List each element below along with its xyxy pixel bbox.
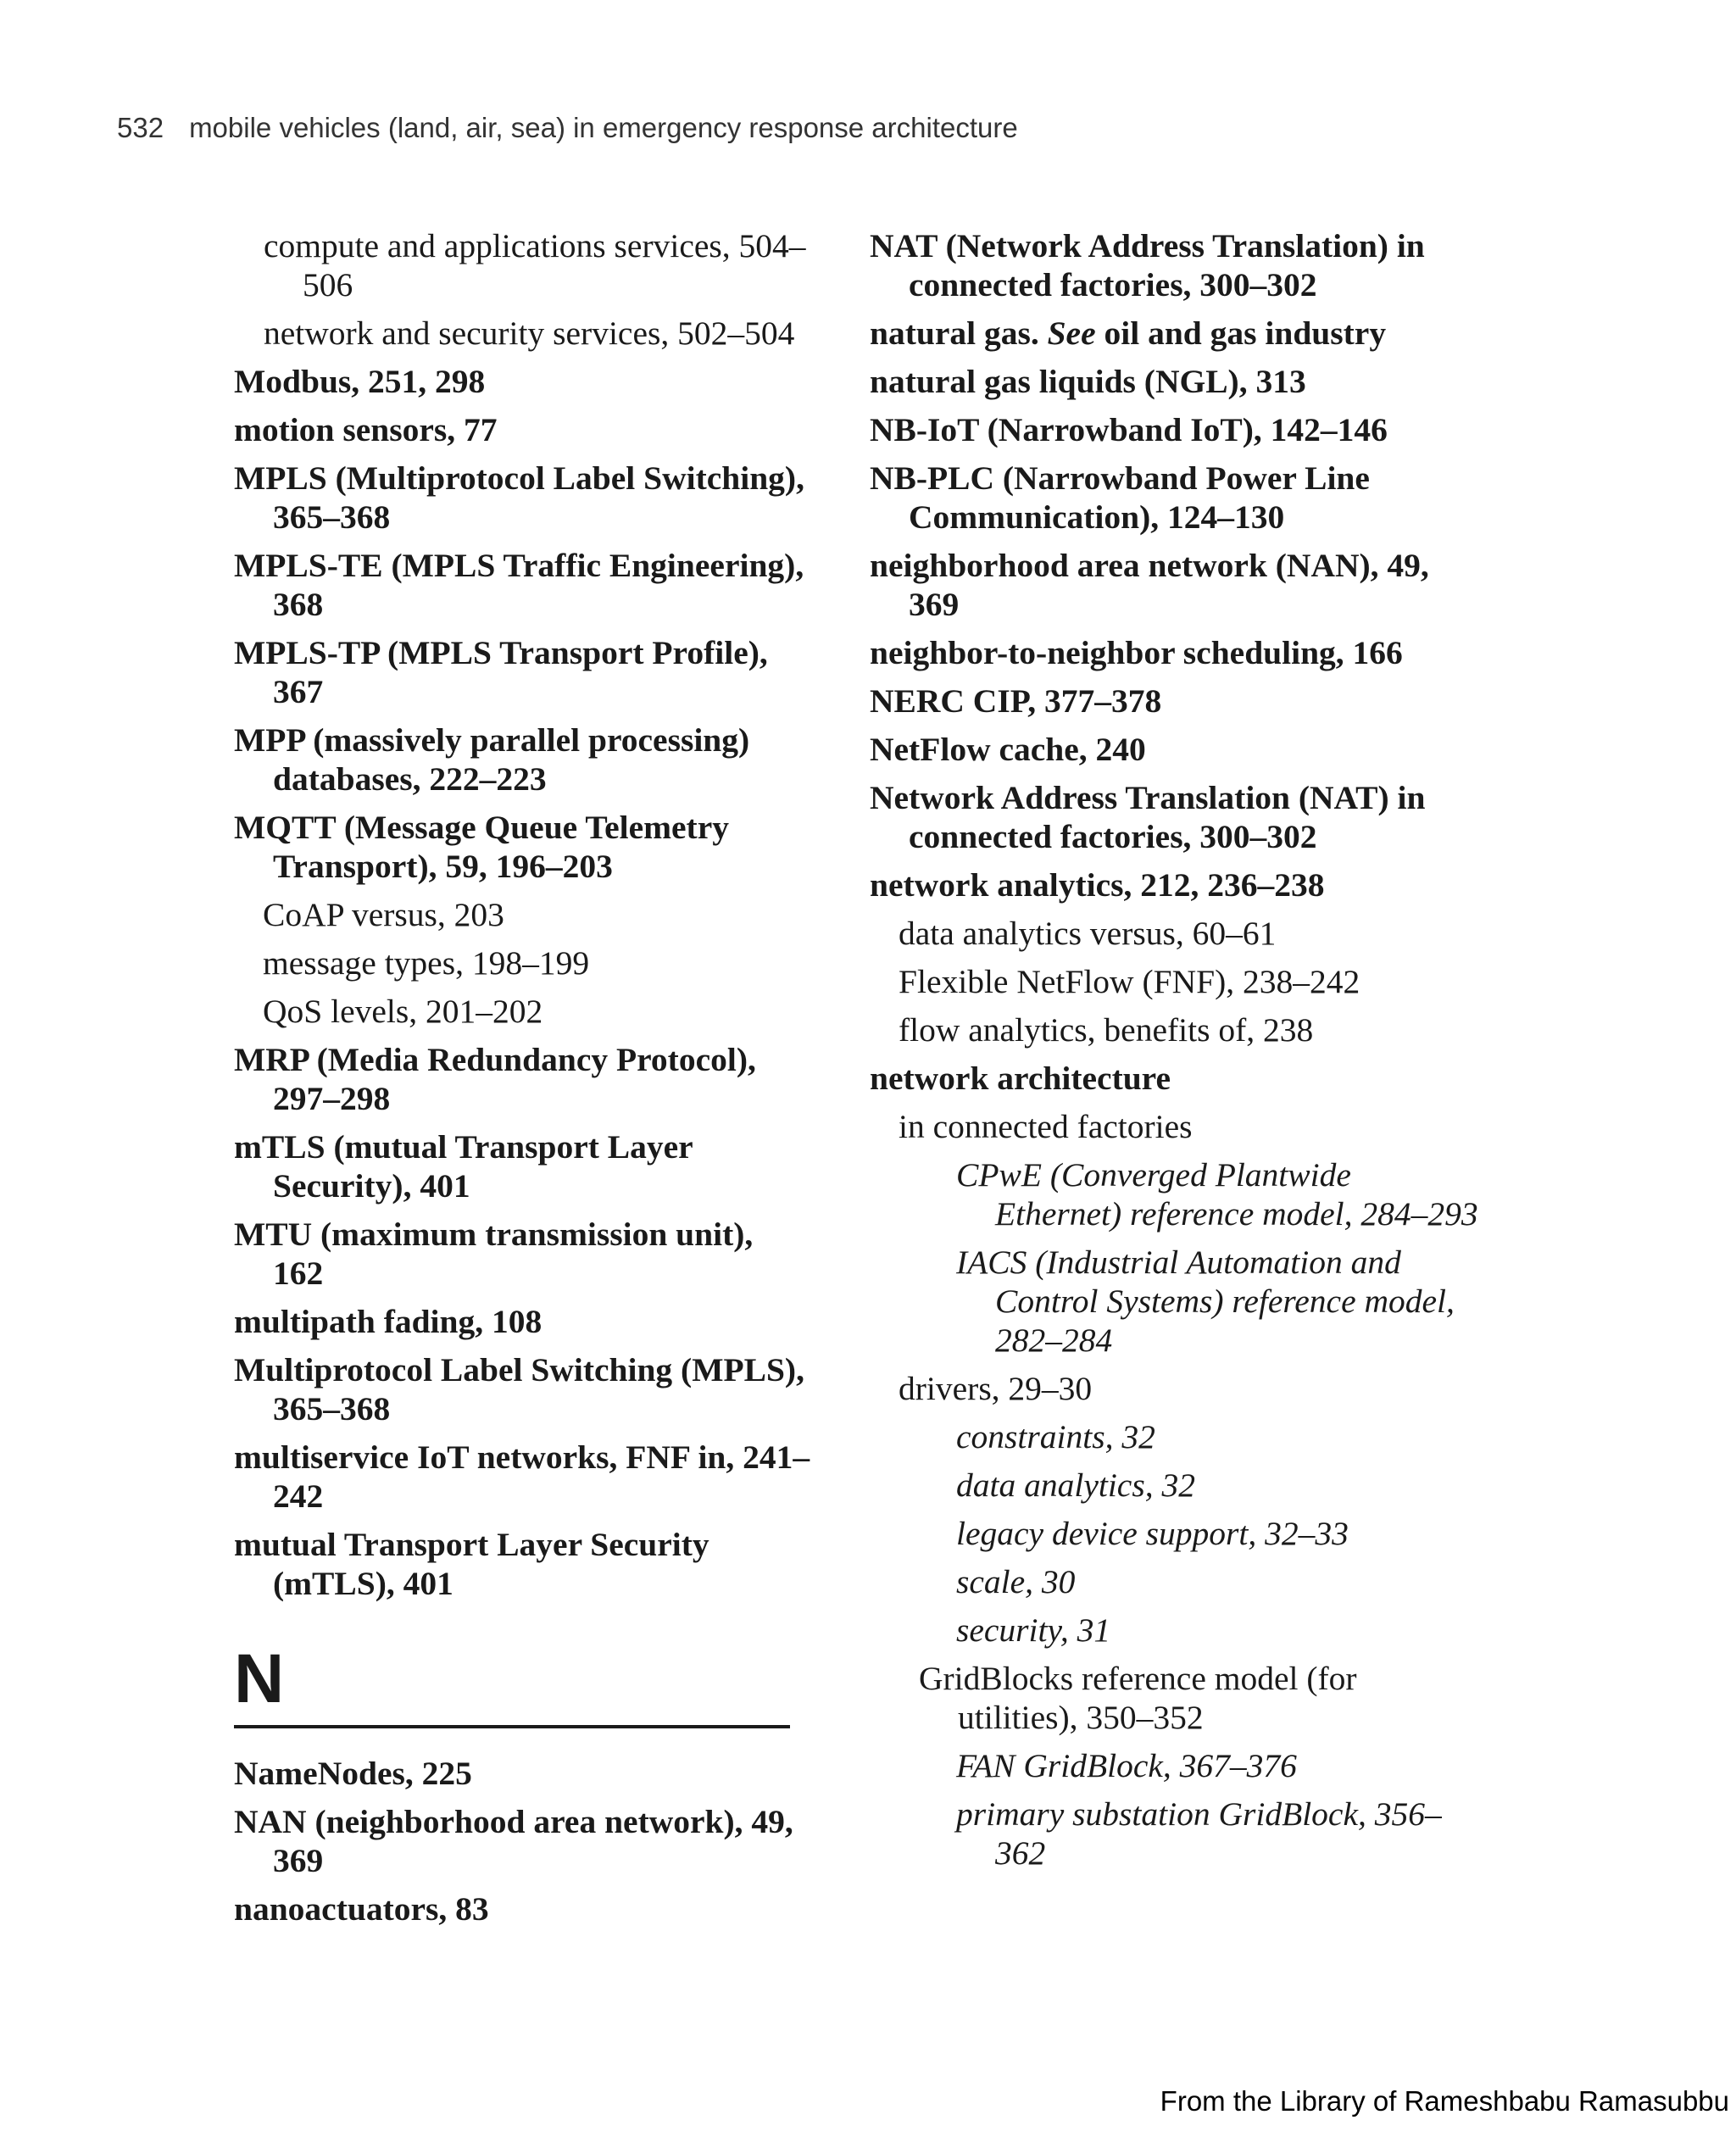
index-entry-see-reference (870, 314, 1480, 353)
page-number: 532 (117, 112, 164, 143)
index-column-left (234, 226, 810, 1938)
see-ref-term: natural gas. (870, 314, 1048, 352)
index-subentry: network and security services, 502–504 (264, 314, 795, 352)
index-entry: NetFlow cache, 240 (870, 731, 1146, 768)
index-entry: MPLS-TP (MPLS Transport Profile), 367 (234, 634, 768, 710)
see-ref-label: See (1047, 314, 1096, 352)
index-subentry: flow analytics, benefits of, 238 (899, 1011, 1314, 1049)
index-entry: NAN (neighborhood area network), 49, 369 (234, 1803, 793, 1879)
index-entry: network architecture (870, 1060, 1171, 1097)
see-ref-target: oil and gas industry (1095, 314, 1387, 352)
index-subsubentry: IACS (Industrial Automation and Control Systems) reference model, 282–284 (956, 1244, 1455, 1359)
index-subsubentry: scale, 30 (956, 1563, 1076, 1600)
index-entry: Network Address Translation (NAT) in connected factories, 300–302 (870, 779, 1426, 855)
index-entry: nanoactuators, 83 (234, 1890, 489, 1928)
index-entry: natural gas liquids (NGL), 313 (870, 363, 1306, 400)
index-entry: NB-IoT (Narrowband IoT), 142–146 (870, 411, 1388, 448)
index-entry: Modbus, 251, 298 (234, 363, 486, 400)
index-subsubentry: FAN GridBlock, 367–376 (956, 1747, 1297, 1784)
index-subentry: in connected factories (899, 1108, 1193, 1145)
index-entry: NAT (Network Address Translation) in connected factories, 300–302 (870, 227, 1425, 303)
index-entry: NameNodes, 225 (234, 1755, 472, 1792)
index-entry: multiservice IoT networks, FNF in, 241–242 (234, 1438, 810, 1515)
index-subsubentry: security, 31 (956, 1611, 1111, 1649)
index-column-right (870, 226, 1480, 1882)
index-subentry: Flexible NetFlow (FNF), 238–242 (899, 963, 1360, 1000)
index-entry: multipath fading, 108 (234, 1303, 542, 1340)
index-entry: MPLS (Multiprotocol Label Switching), 365–368 (234, 459, 804, 536)
index-subentry: GridBlocks reference model (for utilities), 350–352 (919, 1660, 1357, 1736)
index-subentry: CoAP versus, 203 (263, 896, 504, 933)
index-subentry: compute and applications services, 504–506 (264, 227, 806, 303)
index-entry: MPLS-TE (MPLS Traffic Engineering), 368 (234, 547, 804, 623)
index-entry: neighborhood area network (NAN), 49, 369 (870, 547, 1429, 623)
index-subsubentry: constraints, 32 (956, 1418, 1155, 1455)
index-entry: MRP (Media Redundancy Protocol), 297–298 (234, 1041, 756, 1117)
index-subsubentry: data analytics, 32 (956, 1466, 1195, 1504)
index-entry: MTU (maximum transmission unit), 162 (234, 1216, 754, 1292)
index-subsubentry: primary substation GridBlock, 356–362 (956, 1795, 1442, 1872)
index-subentry: drivers, 29–30 (899, 1370, 1093, 1407)
index-entry: NERC CIP, 377–378 (870, 682, 1162, 720)
library-footer: From the Library of Rameshbabu Ramasubbu (1160, 2085, 1729, 2117)
index-subsubentry: legacy device support, 32–33 (956, 1515, 1349, 1552)
index-entry: mutual Transport Layer Security (mTLS), 401 (234, 1526, 709, 1602)
index-entry: network analytics, 212, 236–238 (870, 866, 1325, 904)
index-entry: Multiprotocol Label Switching (MPLS), 365–368 (234, 1351, 804, 1427)
index-entry: mTLS (mutual Transport Layer Security), 401 (234, 1128, 693, 1205)
index-entry: motion sensors, 77 (234, 411, 498, 448)
index-entry: NB-PLC (Narrowband Power Line Communication), 124–130 (870, 459, 1370, 536)
running-head (117, 112, 1018, 144)
index-subentry: QoS levels, 201–202 (263, 993, 543, 1030)
index-entry: neighbor-to-neighbor scheduling, 166 (870, 634, 1403, 671)
index-entry: MPP (massively parallel processing) databases, 222–223 (234, 721, 750, 798)
running-head-title: mobile vehicles (land, air, sea) in emergency response architecture (189, 112, 1018, 143)
index-subentry: message types, 198–199 (263, 944, 590, 982)
index-entry: MQTT (Message Queue Telemetry Transport), 59, 196–203 (234, 809, 729, 885)
index-subentry: data analytics versus, 60–61 (899, 915, 1277, 952)
index-subsubentry: CPwE (Converged Plantwide Ethernet) reference model, 284–293 (956, 1156, 1478, 1233)
section-letter-heading: N (234, 1644, 790, 1728)
